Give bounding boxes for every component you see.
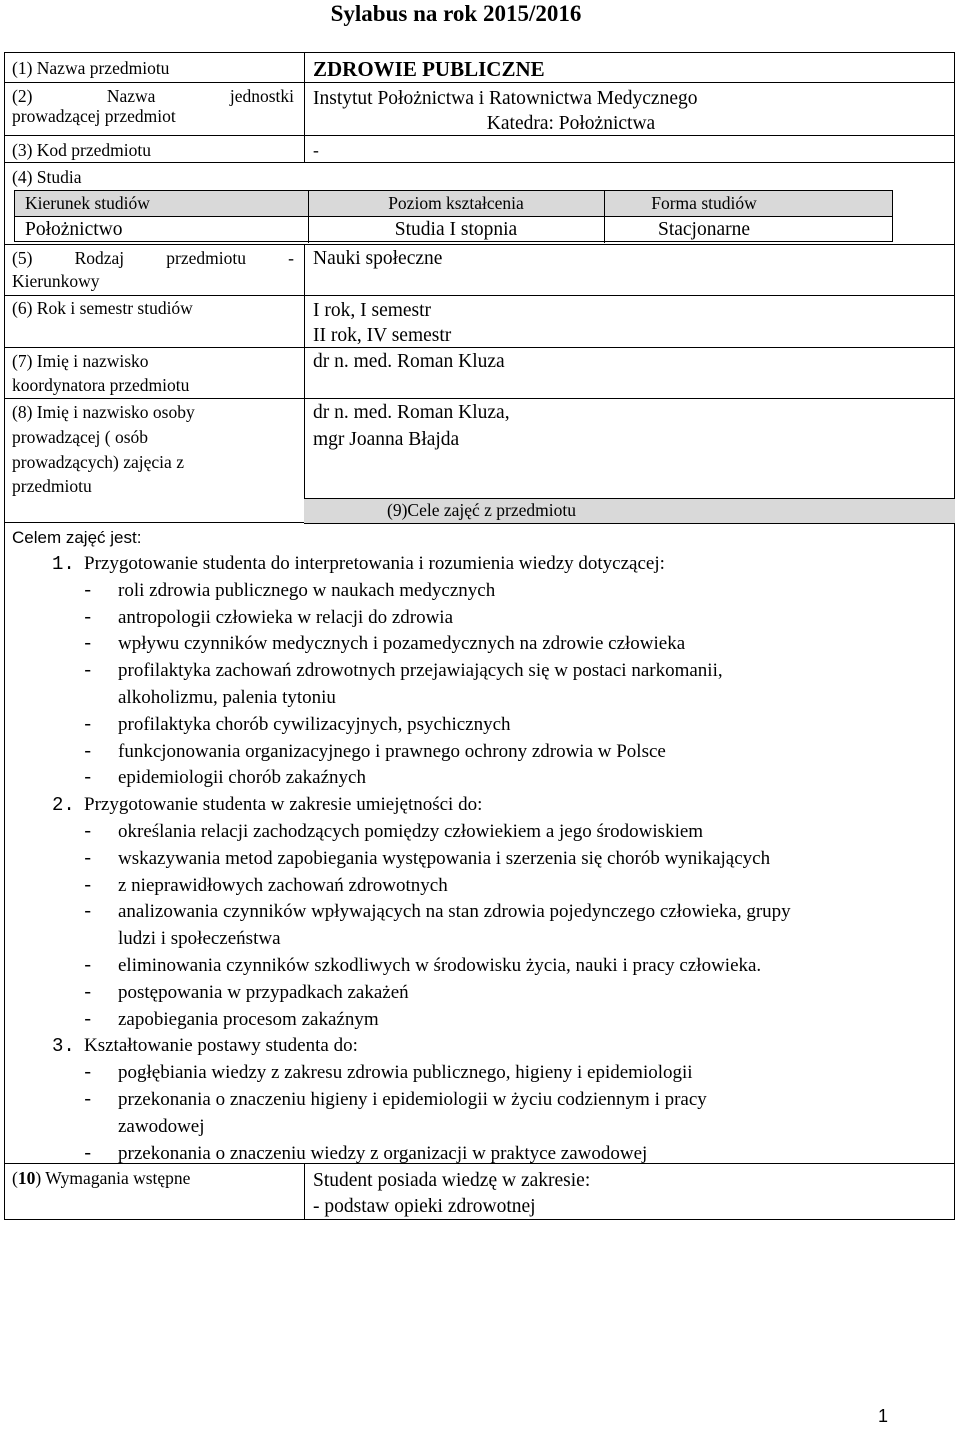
- label-course-type-part: Rodzaj: [74, 248, 125, 268]
- goal-item-text: roli zdrowia publicznego w naukach medycznych: [118, 579, 496, 601]
- goal-item-text: zawodowej: [118, 1115, 205, 1137]
- label-unit-part: jednostki: [229, 86, 294, 106]
- label-course-type-part: (5): [12, 248, 33, 268]
- value-coordinator: dr n. med. Roman Kluza: [313, 351, 505, 372]
- label-prerequisites-text: Wymagania wstępne: [45, 1168, 191, 1188]
- goal-item-text: ludzi i społeczeństwa: [118, 928, 281, 950]
- goal-item-text: postępowania w przypadkach zakażeń: [118, 981, 409, 1003]
- row-divider: [4, 398, 955, 399]
- row-divider: [4, 82, 955, 83]
- bullet-dash: -: [82, 821, 94, 843]
- goal-item-text: pogłębiania wiedzy z zakresu zdrowia publicznego, higieny i epidemiologii: [118, 1062, 693, 1084]
- value-prerequisites-1: Student posiada wiedzę w zakresie:: [313, 1170, 591, 1191]
- goal-item-text: profilaktyka chorób cywilizacyjnych, psychicznych: [118, 713, 511, 735]
- label-year-semester: (6) Rok i semestr studiów: [12, 298, 193, 318]
- label-teachers-3: prowadzących) zajęcia z: [12, 452, 184, 472]
- label-unit-part: (2): [12, 86, 33, 106]
- label-unit-line2: prowadzącej przedmiot: [12, 106, 176, 126]
- goal-item-text: wpływu czynników medycznych i pozamedycznych na zdrowie człowieka: [118, 633, 686, 655]
- label-prerequisites: (10) Wymagania wstępne: [12, 1168, 191, 1188]
- label-course-type-part: przedmiotu: [166, 248, 246, 268]
- bullet-dash: -: [82, 660, 94, 683]
- bullet-dash: -: [82, 606, 94, 629]
- goal-item-text: określania relacji zachodzących pomiędzy człowiekiem a jego środowiskiem: [118, 821, 704, 842]
- label-course-code: (3) Kod przedmiotu: [12, 140, 151, 160]
- value-field-of-study: Położnictwo: [25, 219, 123, 240]
- goal-item-text: antropologii człowieka w relacji do zdrowia: [118, 606, 454, 628]
- page-title: Sylabus na rok 2015/2016: [330, 1, 582, 26]
- column-divider: [304, 52, 305, 163]
- goal-text: Przygotowanie studenta w zakresie umiejętności do:: [84, 794, 483, 816]
- page-number: 1: [878, 1406, 889, 1426]
- value-course-name: ZDROWIE PUBLICZNE: [313, 57, 545, 81]
- bullet-dash: -: [82, 633, 94, 656]
- label-unit-part: Nazwa: [106, 86, 156, 106]
- bullet-dash: -: [82, 981, 94, 1004]
- header-form: Forma studiów: [651, 193, 757, 213]
- row-divider: [4, 135, 955, 136]
- goal-number: 3.: [52, 1035, 75, 1058]
- bullet-dash: -: [82, 1142, 94, 1165]
- value-level: Studia I stopnia: [394, 219, 518, 240]
- value-prerequisites-2: - podstaw opieki zdrowotnej: [313, 1196, 536, 1217]
- goal-number: 1.: [52, 553, 75, 575]
- bullet-dash: -: [82, 740, 94, 763]
- label-course-type-line2: Kierunkowy: [12, 271, 100, 291]
- label-course-name: (1) Nazwa przedmiotu: [12, 58, 170, 78]
- value-year-semester-1: I rok, I semestr: [313, 300, 432, 321]
- goal-item-text: profilaktyka zachowań zdrowotnych przejawiających się w postaci narkomanii,: [118, 660, 723, 682]
- value-course-code: -: [313, 140, 319, 160]
- goal-number: 2.: [52, 794, 75, 817]
- label-teachers-2: prowadzącej ( osób: [12, 427, 149, 447]
- bullet-dash: -: [82, 1062, 94, 1085]
- goal-text: Przygotowanie studenta do interpretowania i rozumienia wiedzy dotyczącej:: [84, 553, 665, 574]
- row-divider: [4, 295, 955, 296]
- goal-item-text: alkoholizmu, palenia tytoniu: [118, 687, 336, 708]
- label-unit: [12, 86, 294, 126]
- row-divider: [4, 244, 955, 245]
- label-coordinator-2: koordynatora przedmiotu: [12, 375, 190, 395]
- goal-text: Kształtowanie postawy studenta do:: [84, 1035, 358, 1057]
- header-field-of-study: Kierunek studiów: [25, 193, 150, 213]
- row-divider: [4, 347, 955, 348]
- goal-item-text: z nieprawidłowych zachowań zdrowotnych: [118, 874, 448, 896]
- row-divider: [4, 522, 308, 523]
- value-form: Stacjonarne: [657, 219, 751, 240]
- bullet-dash: -: [82, 1089, 94, 1111]
- label-prerequisites-number: 10: [17, 1168, 36, 1188]
- bullet-dash: -: [82, 955, 94, 977]
- value-unit-department: Katedra: Położnictwa: [486, 113, 656, 134]
- value-unit-institute: Instytut Położnictwa i Ratownictwa Medycznego: [313, 88, 698, 109]
- goal-item-text: przekonania o znaczeniu wiedzy z organizacji w praktyce zawodowej: [118, 1142, 648, 1164]
- goal-item-text: funkcjonowania organizacyjnego i prawnego ochrony zdrowia w Polsce: [118, 740, 666, 762]
- value-year-semester-2: II rok, IV semestr: [313, 325, 452, 346]
- studies-subtable: [14, 190, 893, 242]
- bullet-dash: -: [82, 579, 94, 602]
- bullet-dash: -: [82, 874, 94, 897]
- label-course-type-part: -: [288, 248, 294, 268]
- bullet-dash: -: [82, 1008, 94, 1031]
- bullet-dash: -: [82, 713, 94, 736]
- label-coordinator-1: (7) Imię i nazwisko: [12, 351, 149, 371]
- goal-item-text: epidemiologii chorób zakaźnych: [118, 767, 366, 789]
- row-divider: [4, 162, 955, 163]
- label-teachers-1: (8) Imię i nazwisko osoby: [12, 402, 195, 422]
- goal-item-text: zapobiegania procesom zakaźnym: [118, 1008, 379, 1030]
- label-teachers-4: przedmiotu: [12, 476, 92, 496]
- goals-header: (9)Cele zajęć z przedmiotu: [387, 500, 576, 520]
- value-teachers-2: mgr Joanna Błajda: [313, 429, 460, 450]
- column-divider: [304, 244, 305, 522]
- goals-intro: Celem zajęć jest:: [12, 528, 142, 547]
- goal-item-text: analizowania czynników wpływających na stan zdrowia pojedynczego człowieka, grupy: [118, 901, 791, 923]
- goal-item-text: przekonania o znaczeniu higieny i epidemiologii w życiu codziennym i pracy: [118, 1089, 707, 1110]
- column-divider: [304, 1163, 305, 1220]
- label-course-type: [12, 248, 294, 291]
- bullet-dash: -: [82, 847, 94, 870]
- bullet-dash: -: [82, 767, 94, 790]
- bullet-dash: -: [82, 901, 94, 924]
- label-studies: (4) Studia: [12, 167, 82, 187]
- header-level: Poziom kształcenia: [388, 193, 524, 213]
- goal-item-text: eliminowania czynników szkodliwych w środowisku życia, nauki i pracy człowieka.: [118, 955, 762, 976]
- value-course-type: Nauki społeczne: [313, 248, 443, 269]
- value-teachers-1: dr n. med. Roman Kluza,: [313, 402, 510, 423]
- goal-item-text: wskazywania metod zapobiegania występowania i szerzenia się chorób wynikających: [118, 847, 771, 869]
